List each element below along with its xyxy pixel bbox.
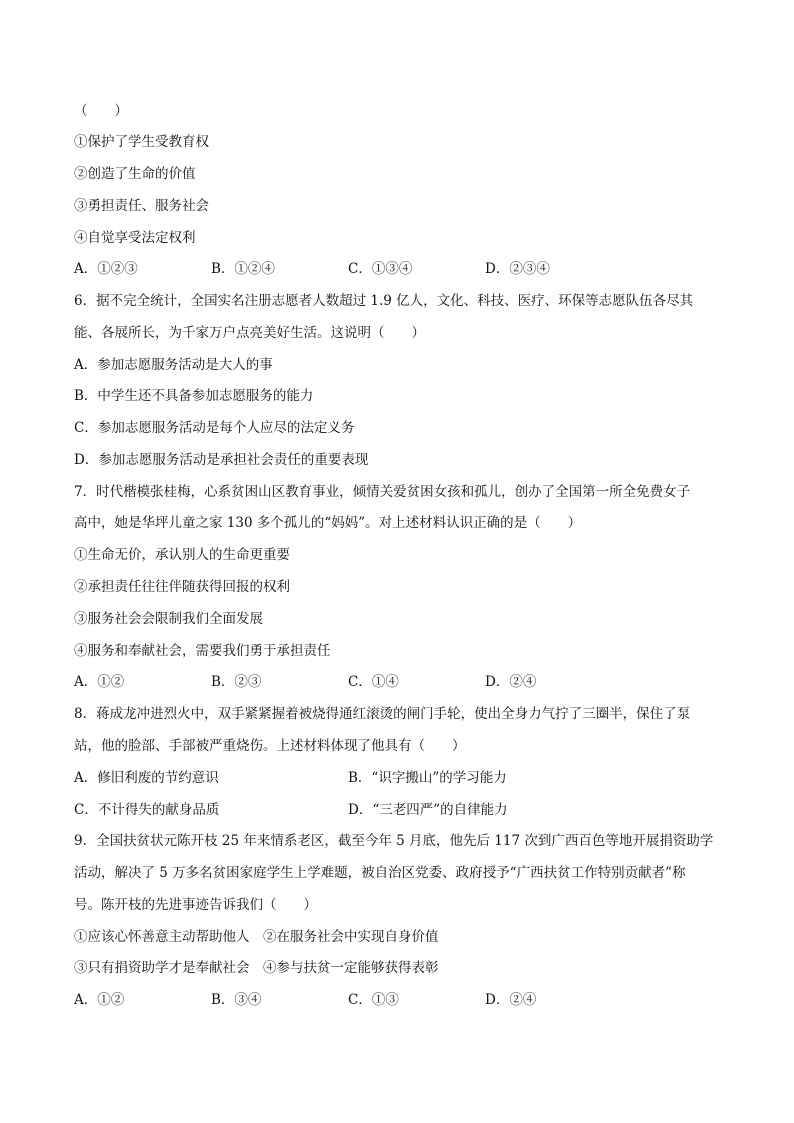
q9-option-a[interactable]: A．①② bbox=[74, 992, 125, 1008]
q7-stem-line-1: 7．时代楷模张桂梅，心系贫困山区教育事业，倾情关爱贫困女孩和孤儿，创办了全国第一所全免费女子 bbox=[74, 484, 691, 500]
q7-option-b[interactable]: B．②③ bbox=[211, 674, 262, 690]
q6-stem-line-1: 6．据不完全统计，全国实名注册志愿者人数超过 1.9 亿人，文化、科技、医疗、环保等志愿队伍各尽其 bbox=[74, 293, 694, 309]
q8-options-row-2 bbox=[74, 800, 724, 820]
q6-option-d[interactable]: D．参加志愿服务活动是承担社会责任的重要表现 bbox=[74, 452, 369, 468]
q5-item-4: ④自觉享受法定权利 bbox=[74, 230, 196, 246]
q5-item-2: ②创造了生命的价值 bbox=[74, 166, 196, 182]
q9-stem-line-3: 号。陈开枝的先进事迹告诉我们（ ） bbox=[74, 897, 317, 913]
q6-option-c[interactable]: C．参加志愿服务活动是每个人应尽的法定义务 bbox=[74, 420, 355, 436]
q9-option-c[interactable]: C．①③ bbox=[348, 992, 399, 1008]
q8-options-row-1 bbox=[74, 768, 724, 788]
q6-stem-line-2: 能、各展所长，为千家万户点亮美好生活。这说明（ ） bbox=[74, 325, 425, 341]
q5-stem-end: （ ） bbox=[74, 103, 128, 119]
q8-option-b[interactable]: B．“识字搬山”的学习能力 bbox=[348, 770, 507, 786]
q9-option-d[interactable]: D．②④ bbox=[485, 992, 537, 1008]
q7-item-1: ①生命无价，承认别人的生命更重要 bbox=[74, 547, 290, 563]
q7-stem-line-2: 高中，她是华坪儿童之家 130 多个孤儿的“妈妈”。对上述材料认识正确的是（ ） bbox=[74, 515, 582, 531]
q7-options bbox=[74, 672, 724, 692]
q7-option-c[interactable]: C．①④ bbox=[348, 674, 399, 690]
q8-option-d[interactable]: D．“三老四严”的自律能力 bbox=[348, 802, 508, 818]
q5-options bbox=[74, 259, 724, 279]
q6-option-a[interactable]: A．参加志愿服务活动是大人的事 bbox=[74, 357, 273, 373]
q7-item-4: ④服务和奉献社会，需要我们勇于承担责任 bbox=[74, 643, 331, 659]
q5-option-d[interactable]: D．②③④ bbox=[485, 261, 550, 277]
q9-items-row-2: ③只有捐资助学才是奉献社会 ④参与扶贫一定能够获得表彰 bbox=[74, 960, 439, 976]
q8-option-a[interactable]: A．修旧利废的节约意识 bbox=[74, 770, 219, 786]
q5-option-a[interactable]: A．①②③ bbox=[74, 261, 138, 277]
q5-option-c[interactable]: C．①③④ bbox=[348, 261, 413, 277]
q8-stem-line-2: 站，他的脸部、手部被严重烧伤。上述材料体现了他具有（ ） bbox=[74, 738, 466, 754]
q9-option-b[interactable]: B．③④ bbox=[211, 992, 262, 1008]
q7-item-2: ②承担责任往往伴随获得回报的权利 bbox=[74, 579, 290, 595]
q7-option-d[interactable]: D．②④ bbox=[485, 674, 537, 690]
q5-item-3: ③勇担责任、服务社会 bbox=[74, 198, 209, 214]
q5-option-b[interactable]: B．①②④ bbox=[211, 261, 275, 277]
q9-options bbox=[74, 990, 724, 1010]
q9-items-row-1: ①应该心怀善意主动帮助他人 ②在服务社会中实现自身价值 bbox=[74, 929, 439, 945]
q8-stem-line-1: 8．蒋成龙冲进烈火中，双手紧紧握着被烧得通红滚烫的闸门手轮，使出全身力气拧了三圈半，保住了泵 bbox=[74, 706, 691, 722]
q5-item-1: ①保护了学生受教育权 bbox=[74, 134, 209, 150]
q7-option-a[interactable]: A．①② bbox=[74, 674, 125, 690]
q9-stem-line-2: 活动，解决了 5 万多名贫困家庭学生上学难题，被自治区党委、政府授予“广西扶贫工作特别贡献者”称 bbox=[74, 865, 686, 881]
q7-item-3: ③服务社会会限制我们全面发展 bbox=[74, 611, 263, 627]
q8-option-c[interactable]: C．不计得失的献身品质 bbox=[74, 802, 220, 818]
q6-option-b[interactable]: B．中学生还不具备参加志愿服务的能力 bbox=[74, 388, 314, 404]
q9-stem-line-1: 9．全国扶贫状元陈开枝 25 年来情系老区，截至今年 5 月底，他先后 117 次到广西百色等地开展捐资助学 bbox=[74, 833, 714, 849]
